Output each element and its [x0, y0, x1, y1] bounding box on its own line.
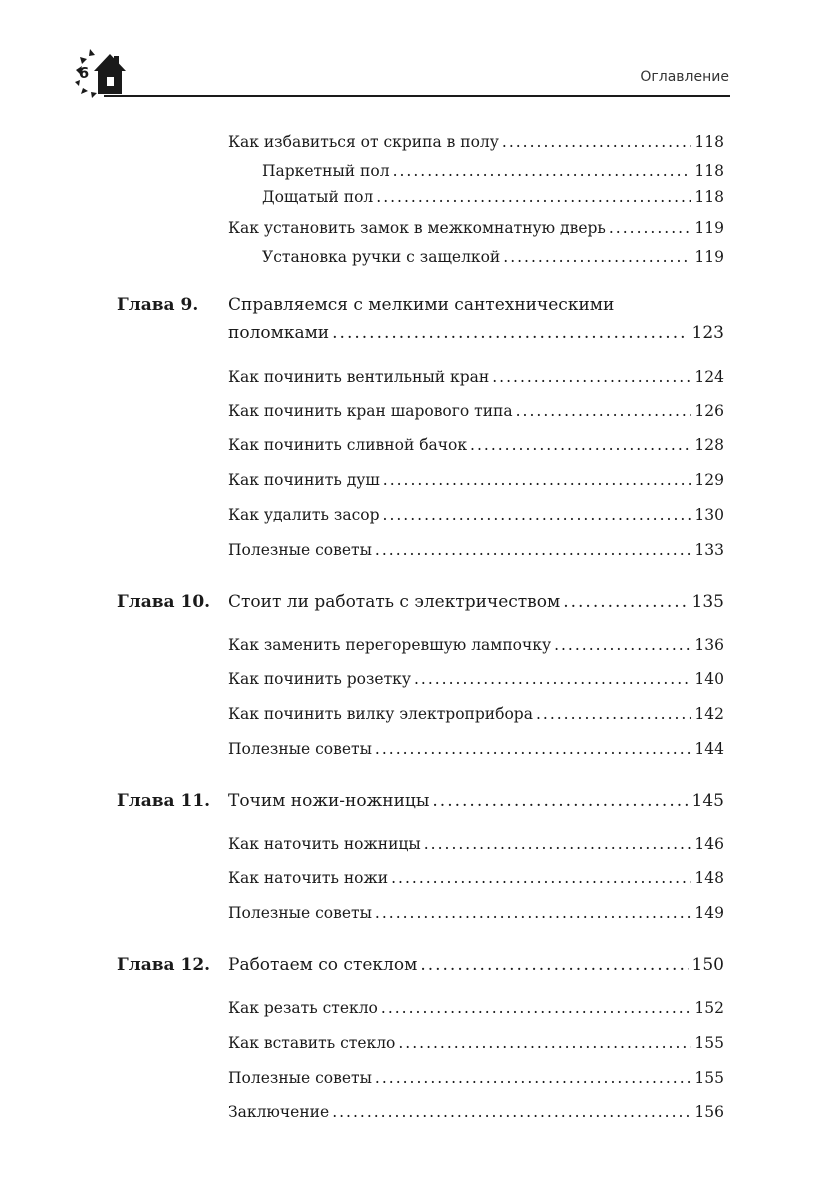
chapter-title-row — [228, 591, 724, 613]
toc-entry-page: 155 — [694, 1034, 724, 1052]
toc-entry-title: Как починить сливной бачок — [228, 436, 468, 454]
toc-entry-page: 146 — [694, 835, 724, 853]
leader-dots — [391, 868, 691, 888]
leader-dots — [332, 1102, 691, 1122]
toc-subentry — [262, 161, 724, 181]
leader-dots — [381, 998, 692, 1018]
leader-dots — [516, 401, 692, 421]
leader-dots — [383, 505, 692, 525]
leader-dots — [470, 435, 691, 455]
toc-entry-title: Дощатый пол — [262, 188, 374, 206]
chapter-title: Точим ножи-ножницы — [228, 791, 430, 811]
toc-entry-page: 130 — [694, 506, 724, 524]
toc-entry — [228, 367, 724, 387]
toc-entry — [228, 435, 724, 455]
chapter-label: Глава 12. — [117, 955, 211, 975]
chapter-label: Глава 9. — [117, 295, 199, 315]
toc-entry-title: Паркетный пол — [262, 162, 390, 180]
toc-entry-page: 118 — [694, 188, 724, 206]
leader-dots — [554, 635, 691, 655]
chapter-title-row — [228, 322, 724, 344]
leader-dots — [414, 669, 691, 689]
toc-entry-title: Как избавиться от скрипа в полу — [228, 133, 499, 151]
toc-entry — [228, 669, 724, 689]
leader-dots — [536, 704, 691, 724]
toc-entry-page: 126 — [694, 402, 724, 420]
leader-dots — [492, 367, 691, 387]
toc-entry — [228, 1033, 724, 1053]
toc-entry-page: 136 — [694, 636, 724, 654]
toc-entry-page: 119 — [694, 248, 724, 266]
toc-entry-page: 128 — [694, 436, 724, 454]
toc-entry-title: Как заменить перегоревшую лампочку — [228, 636, 552, 654]
running-title: Оглавление — [640, 69, 729, 85]
toc-entry — [228, 1102, 724, 1122]
toc-entry-title: Полезные советы — [228, 740, 372, 758]
toc-entry — [228, 739, 724, 759]
toc-entry-page: 144 — [694, 740, 724, 758]
toc-entry-page: 133 — [694, 541, 724, 559]
toc-entry-page: 124 — [694, 368, 724, 386]
leader-dots — [375, 903, 691, 923]
leader-dots — [563, 591, 688, 613]
toc-entry — [228, 868, 724, 888]
toc-entry-title: Как починить вилку электроприбора — [228, 705, 533, 723]
leader-dots — [332, 322, 688, 344]
leader-dots — [424, 834, 692, 854]
toc-entry-title: Полезные советы — [228, 541, 372, 559]
toc-entry-page: 149 — [694, 904, 724, 922]
leader-dots — [393, 161, 692, 181]
leader-dots — [502, 132, 692, 152]
toc-entry-page: 156 — [694, 1103, 724, 1121]
toc-entry — [228, 540, 724, 560]
leader-dots — [503, 247, 691, 267]
chapter-label: Глава 11. — [117, 791, 211, 811]
toc-entry-page: 129 — [694, 471, 724, 489]
chapter-label: Глава 10. — [117, 592, 211, 612]
toc-entry-title: Как починить кран шарового типа — [228, 402, 513, 420]
chapter-title-line1: Справляемся с мелкими сантехническими — [228, 295, 615, 315]
toc-entry — [228, 903, 724, 923]
toc-entry-title: Как наточить ножницы — [228, 835, 421, 853]
toc-entry-title: Установка ручки с защелкой — [262, 248, 501, 266]
toc-entry — [228, 218, 724, 238]
toc-entry-title: Как починить вентильный кран — [228, 368, 490, 386]
leader-dots — [609, 218, 692, 238]
leader-dots — [420, 954, 688, 976]
chapter-title: Стоит ли работать с электричеством — [228, 592, 561, 612]
toc-entry-page: 148 — [694, 869, 724, 887]
chapter-title-row — [228, 790, 724, 812]
toc-entry — [228, 998, 724, 1018]
toc-entry-page: 118 — [694, 133, 724, 151]
toc-subentry — [262, 247, 724, 267]
page-number: 6 — [78, 64, 90, 82]
leader-dots — [398, 1033, 691, 1053]
chapter-title-line2: поломками — [228, 323, 330, 343]
toc-entry-page: 140 — [694, 670, 724, 688]
toc-subentry — [262, 187, 724, 207]
leader-dots — [383, 470, 692, 490]
toc-entry — [228, 470, 724, 490]
toc-entry-title: Полезные советы — [228, 904, 372, 922]
toc-entry — [228, 834, 724, 854]
chapter-page: 135 — [691, 592, 724, 612]
toc-entry-page: 155 — [694, 1069, 724, 1087]
leader-dots — [432, 790, 688, 812]
leader-dots — [375, 1068, 691, 1088]
toc-entry-page: 152 — [694, 999, 724, 1017]
chapter-page: 150 — [691, 955, 724, 975]
chapter-title: Работаем со стеклом — [228, 955, 418, 975]
toc-entry-title: Как резать стекло — [228, 999, 378, 1017]
leader-dots — [375, 739, 691, 759]
toc-entry-page: 142 — [694, 705, 724, 723]
chapter-page: 123 — [691, 323, 724, 343]
leader-dots — [375, 540, 691, 560]
toc-entry — [228, 704, 724, 724]
toc-entry-title: Как починить душ — [228, 471, 380, 489]
toc-entry — [228, 401, 724, 421]
chapter-page: 145 — [691, 791, 724, 811]
toc-entry-title: Заключение — [228, 1103, 330, 1121]
toc-entry — [228, 1068, 724, 1088]
toc-entry — [228, 132, 724, 152]
toc-entry-title: Как установить замок в межкомнатную дверь — [228, 219, 606, 237]
toc-entry-page: 118 — [694, 162, 724, 180]
leader-dots — [376, 187, 691, 207]
toc-entry — [228, 635, 724, 655]
toc-entry-page: 119 — [694, 219, 724, 237]
toc-entry-title: Полезные советы — [228, 1069, 372, 1087]
toc-entry-title: Как наточить ножи — [228, 869, 389, 887]
page-header — [74, 44, 730, 98]
toc-entry — [228, 505, 724, 525]
toc-entry-title: Как удалить засор — [228, 506, 380, 524]
header-rule — [104, 95, 730, 97]
toc-entry-title: Как вставить стекло — [228, 1034, 396, 1052]
toc-entry-title: Как починить розетку — [228, 670, 411, 688]
chapter-title-row — [228, 954, 724, 976]
